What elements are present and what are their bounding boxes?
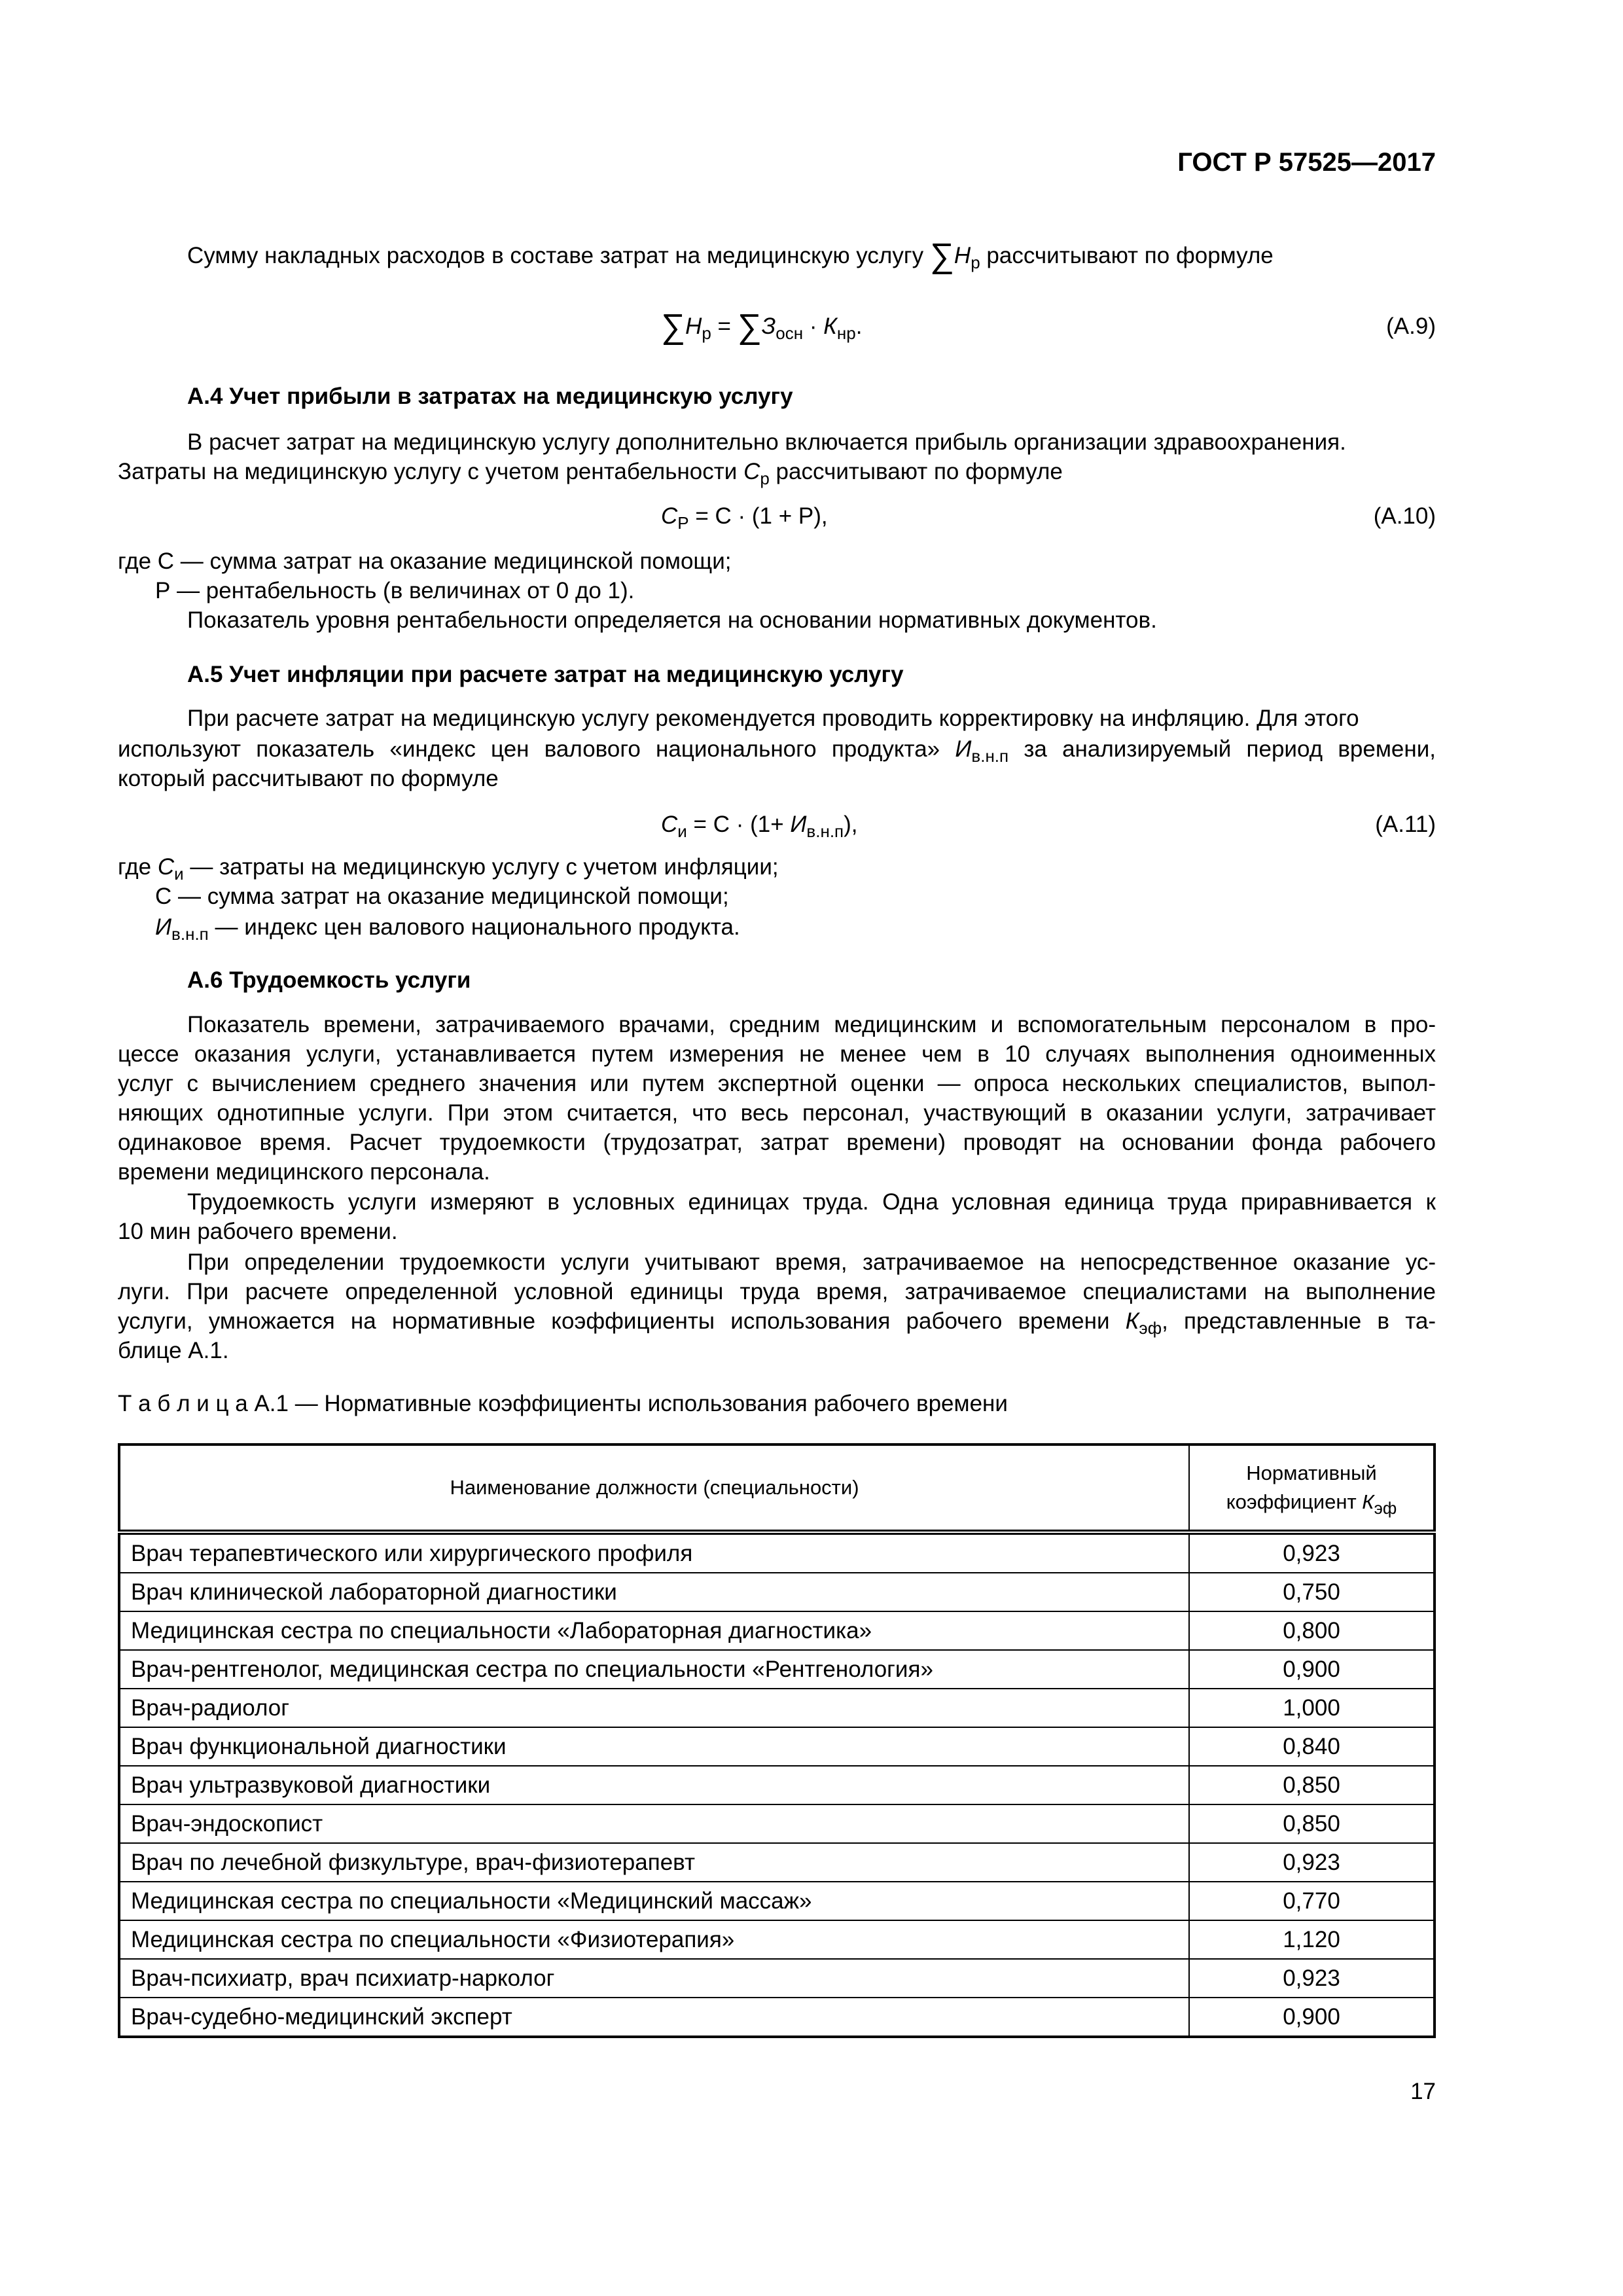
table-caption: Т а б л и ц а А.1 — Нормативные коэффициенты использования рабочего времени — [118, 1391, 1008, 1416]
paragraph-line: Показатель уровня рентабельности определяется на основании нормативных документов. — [187, 607, 1157, 633]
formula-a10: $С_Р = С \cdot (1 + Р)$, (А.10) — [661, 503, 1436, 533]
intro-line: Сумму накладных расходов в составе затрат на медицинскую услугу $\sum Н_р$ рассчитывают по формуле — [187, 237, 1274, 275]
paragraph-line: Показатель времени, затрачиваемого врачами, средним медицинским и вспомогательным персоналом в про- — [187, 1012, 1436, 1037]
table-row — [119, 1611, 1435, 1650]
position-name: Врач по лечебной физкультуре, врач-физиотерапевт — [119, 1843, 1189, 1882]
paragraph-line: Затраты на медицинскую услугу с учетом рентабельности $С_р$ рассчитывают по формуле — [118, 459, 1063, 488]
position-name: Врач терапевтического или хирургического профиля — [119, 1532, 1189, 1573]
table-row — [119, 1766, 1435, 1804]
position-name: Врач-радиолог — [119, 1689, 1189, 1727]
paragraph-line: времени медицинского персонала. — [118, 1159, 490, 1185]
position-name: Врач-психиатр, врач психиатр-нарколог — [119, 1959, 1189, 1998]
paragraph-line: Трудоемкость услуги измеряют в условных единицах труда. Одна условная единица труда приравнивается к — [187, 1189, 1436, 1215]
paragraph-line: услуги, умножается на нормативные коэффициенты использования рабочего времени $К_{эф}$, представленные в та- — [118, 1308, 1436, 1338]
table-row — [119, 1804, 1435, 1843]
coefficients-table — [118, 1443, 1436, 2038]
paragraph-line: В расчет затрат на медицинскую услугу дополнительно включается прибыль организации здравоохранения. — [187, 429, 1346, 455]
position-name: Врач-рентгенолог, медицинская сестра по специальности «Рентгенология» — [119, 1650, 1189, 1689]
table-row — [119, 1998, 1435, 2037]
coefficient-value: 0,923 — [1189, 1843, 1435, 1882]
coefficient-value: 1,120 — [1189, 1920, 1435, 1959]
coefficient-value: 0,900 — [1189, 1998, 1435, 2037]
where-line: $И_{в.н.п}$ — индекс цен валового национального продукта. — [155, 914, 740, 944]
paragraph-line: услуг с вычислением среднего значения или путем экспертной оценки — опроса нескольких специалистов, выпол- — [118, 1071, 1436, 1096]
table-row — [119, 1689, 1435, 1727]
position-name: Врач ультразвуковой диагностики — [119, 1766, 1189, 1804]
section-heading-a4: А.4 Учет прибыли в затратах на медицинскую услугу — [187, 384, 793, 409]
paragraph-line: цессе оказания услуги, устанавливается путем измерения не менее чем в 10 случаях выполнения одноименных — [118, 1041, 1436, 1067]
column-header-coefficient: Нормативный коэффициент $К_{эф}$ — [1189, 1444, 1435, 1532]
table-row — [119, 1532, 1435, 1573]
coefficient-value: 0,850 — [1189, 1766, 1435, 1804]
paragraph-line: луги. При расчете определенной условной единицы труда время, затрачиваемое специалистами на выполнение — [118, 1279, 1436, 1304]
paragraph-line: При определении трудоемкости услуги учитывают время, затрачиваемое на непосредственное оказание ус- — [187, 1249, 1436, 1275]
where-line: где С — сумма затрат на оказание медицинской помощи; — [118, 548, 732, 574]
coefficient-value: 0,770 — [1189, 1882, 1435, 1920]
position-name: Врач-судебно-медицинский эксперт — [119, 1998, 1189, 2037]
table-row — [119, 1959, 1435, 1998]
table-row — [119, 1920, 1435, 1959]
coefficient-value: 0,923 — [1189, 1532, 1435, 1573]
coefficient-value: 0,750 — [1189, 1573, 1435, 1611]
formula-a9: $\sum Н_р = \sum З_{осн} \cdot К_{нр}$. (А.9) — [661, 308, 1436, 346]
paragraph-line: блице А.1. — [118, 1338, 229, 1363]
document-id: ГОСТ Р 57525—2017 — [1177, 148, 1436, 177]
coefficient-value: 1,000 — [1189, 1689, 1435, 1727]
position-name: Врач клинической лабораторной диагностики — [119, 1573, 1189, 1611]
coefficient-value: 0,850 — [1189, 1804, 1435, 1843]
page-number: 17 — [1410, 2079, 1436, 2104]
position-name: Медицинская сестра по специальности «Медицинский массаж» — [119, 1882, 1189, 1920]
where-line: Р — рентабельность (в величинах от 0 до 1). — [155, 578, 635, 603]
table-row — [119, 1843, 1435, 1882]
table-row — [119, 1882, 1435, 1920]
position-name: Врач функциональной диагностики — [119, 1727, 1189, 1766]
column-header-position: Наименование должности (специальности) — [119, 1444, 1189, 1532]
paragraph-line: 10 мин рабочего времени. — [118, 1219, 398, 1244]
table-row — [119, 1727, 1435, 1766]
position-name: Медицинская сестра по специальности «Лабораторная диагностика» — [119, 1611, 1189, 1650]
position-name: Врач-эндоскопист — [119, 1804, 1189, 1843]
position-name: Медицинская сестра по специальности «Физиотерапия» — [119, 1920, 1189, 1959]
paragraph-line: няющих однотипные услуги. При этом считается, что весь персонал, участвующий в оказании услуги, затрачивает — [118, 1100, 1436, 1126]
table-row — [119, 1573, 1435, 1611]
paragraph-line: одинаковое время. Расчет трудоемкости (трудозатрат, затрат времени) проводят на основании фонда рабочего — [118, 1130, 1436, 1155]
table-header-row — [119, 1444, 1435, 1532]
coefficient-value: 0,900 — [1189, 1650, 1435, 1689]
formula-number: (А.9) — [1386, 314, 1436, 339]
coefficient-value: 0,840 — [1189, 1727, 1435, 1766]
coefficient-value: 0,923 — [1189, 1959, 1435, 1998]
table-row — [119, 1650, 1435, 1689]
where-line: С — сумма затрат на оказание медицинской помощи; — [155, 884, 729, 909]
where-line: где $С_и$ — затраты на медицинскую услугу с учетом инфляции; — [118, 854, 779, 884]
paragraph-line: который рассчитывают по формуле — [118, 766, 499, 791]
section-heading-a6: А.6 Трудоемкость услуги — [187, 967, 471, 993]
paragraph-line: При расчете затрат на медицинскую услугу рекомендуется проводить корректировку на инфляцию. Для этого — [187, 706, 1359, 731]
coefficient-value: 0,800 — [1189, 1611, 1435, 1650]
formula-a11: $С_и = С \cdot (1+ И_{в.н.п})$, (А.11) — [661, 812, 1436, 841]
section-heading-a5: А.5 Учет инфляции при расчете затрат на медицинскую услугу — [187, 662, 904, 687]
paragraph-line: используют показатель «индекс цен валового национального продукта» $И_{в.н.п}$ за анализируемый период времени, — [118, 736, 1436, 766]
